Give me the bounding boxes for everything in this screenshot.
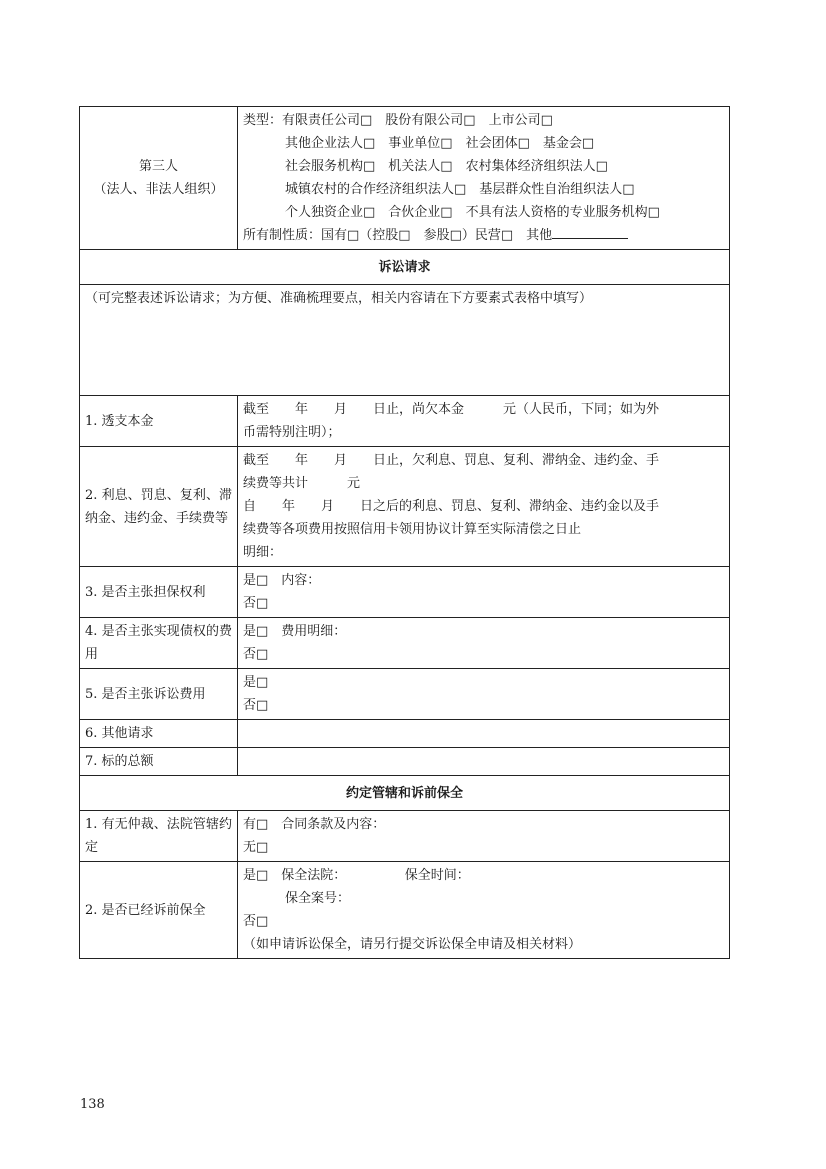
section-title-jurisdiction: 约定管辖和诉前保全 [80, 776, 730, 811]
interest-line: 截至 年 月 日止，欠利息、罚息、复利、滞纳金、违约金、手 [243, 453, 660, 468]
interest-line: 续费等共计 元 [243, 476, 361, 491]
total-amount-value-cell[interactable] [238, 748, 730, 776]
preservation-label: 2. 是否已经诉前保全 [80, 862, 238, 959]
preservation-value-cell [238, 862, 730, 959]
complaint-form-table [79, 106, 730, 959]
arbitration-yes-option[interactable]: 有□ 合同条款及内容： [243, 817, 386, 832]
ownership-other-blank[interactable] [552, 224, 628, 239]
principal-label: 1. 透支本金 [80, 396, 238, 447]
security-value-cell [238, 567, 730, 618]
type-line[interactable]: 个人独资企业□ 合伙企业□ 不具有法人资格的专业服务机构□ [285, 205, 660, 220]
costs-label: 4. 是否主张实现债权的费用 [80, 618, 238, 669]
section-title-claims: 诉讼请求 [80, 250, 730, 285]
principal-line: 截至 年 月 日止，尚欠本金 元（人民币，下同；如为外 [243, 402, 660, 417]
preservation-no-option[interactable]: 否□ [243, 914, 269, 929]
litigation-fee-row [80, 669, 730, 720]
security-label: 3. 是否主张担保权利 [80, 567, 238, 618]
interest-line: 自 年 月 日之后的利息、罚息、复利、滞纳金、违约金以及手 [243, 499, 660, 514]
other-claims-label: 6. 其他请求 [80, 720, 238, 748]
litigation-fee-no-option[interactable]: 否□ [243, 698, 269, 713]
costs-row [80, 618, 730, 669]
preservation-case-number[interactable]: 保全案号： [285, 891, 351, 906]
third-party-row [80, 107, 730, 250]
preservation-note: （如申请诉讼保全，请另行提交诉讼保全申请及相关材料） [243, 937, 582, 952]
total-amount-row [80, 748, 730, 776]
principal-line: 币需特别注明）； [243, 425, 341, 440]
interest-detail: 明细： [243, 545, 283, 560]
preservation-row [80, 862, 730, 959]
other-claims-row [80, 720, 730, 748]
litigation-fee-label: 5. 是否主张诉讼费用 [80, 669, 238, 720]
preservation-yes-option[interactable]: 是□ 保全法院： 保全时间： [243, 868, 470, 883]
type-line[interactable]: 城镇农村的合作经济组织法人□ 基层群众性自治组织法人□ [285, 182, 635, 197]
costs-yes-option[interactable]: 是□ 费用明细： [243, 624, 347, 639]
costs-value-cell [238, 618, 730, 669]
third-party-label-cell [80, 107, 238, 250]
type-line[interactable]: 其他企业法人□ 事业单位□ 社会团体□ 基金会□ [285, 136, 595, 151]
arbitration-no-option[interactable]: 无□ [243, 840, 269, 855]
claims-note-cell[interactable] [80, 285, 730, 396]
section-header-claims [80, 250, 730, 285]
claims-note-row [80, 285, 730, 396]
total-amount-label: 7. 标的总额 [80, 748, 238, 776]
type-line[interactable]: 类型：有限责任公司□ 股份有限公司□ 上市公司□ [243, 113, 553, 128]
arbitration-value-cell [238, 811, 730, 862]
third-party-type-cell [238, 107, 730, 250]
claims-note: （可完整表述诉讼请求；为方便、准确梳理要点，相关内容请在下方要素式表格中填写） [85, 291, 593, 306]
section-header-jurisdiction [80, 776, 730, 811]
ownership-text[interactable]: 所有制性质：国有□（控股□ 参股□）民营□ 其他 [243, 228, 553, 243]
security-yes-option[interactable]: 是□ 内容： [243, 573, 321, 588]
third-party-label: 第三人 [138, 159, 178, 174]
third-party-sublabel: （法人、非法人组织） [93, 182, 224, 197]
security-row [80, 567, 730, 618]
interest-row [80, 447, 730, 567]
arbitration-label: 1. 有无仲裁、法院管辖约定 [80, 811, 238, 862]
ownership-line [243, 224, 724, 247]
litigation-fee-yes-option[interactable]: 是□ [243, 675, 269, 690]
interest-line: 续费等各项费用按照信用卡领用协议计算至实际清偿之日止 [243, 522, 582, 537]
arbitration-row [80, 811, 730, 862]
interest-label: 2. 利息、罚息、复利、滞纳金、违约金、手续费等 [80, 447, 238, 567]
litigation-fee-value-cell [238, 669, 730, 720]
interest-value-cell[interactable] [238, 447, 730, 567]
principal-row [80, 396, 730, 447]
costs-no-option[interactable]: 否□ [243, 647, 269, 662]
page-number: 138 [80, 1097, 105, 1112]
other-claims-value-cell[interactable] [238, 720, 730, 748]
type-line[interactable]: 社会服务机构□ 机关法人□ 农村集体经济组织法人□ [285, 159, 608, 174]
principal-value-cell[interactable] [238, 396, 730, 447]
security-no-option[interactable]: 否□ [243, 596, 269, 611]
